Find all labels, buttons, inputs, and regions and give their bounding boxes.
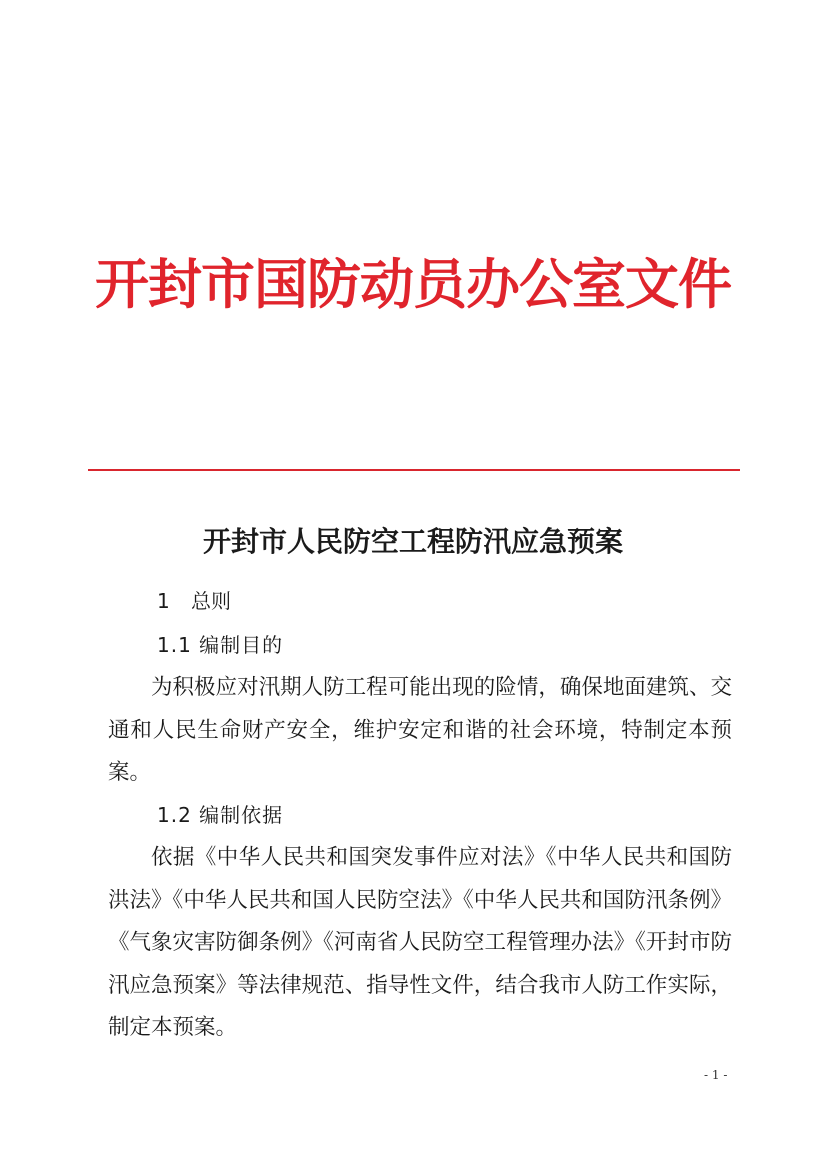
subsection-heading-basis: 1.2 编制依据 [157, 803, 284, 827]
paragraph-purpose: 为积极应对汛期人防工程可能出现的险情，确保地面建筑、交通和人民生命财产安全，维护安定和谐的社会环境，特制定本预案。 [108, 675, 732, 785]
document-header-title: 开封市国防动员办公室文件 [95, 252, 731, 316]
subsection-heading-purpose: 1.1 编制目的 [157, 633, 284, 657]
section-number: 1 [157, 589, 170, 613]
page-number: - 1 - [704, 1068, 728, 1082]
document-title: 开封市人民防空工程防汛应急预案 [202, 525, 623, 558]
paragraph-basis: 依据《中华人民共和国突发事件应对法》《中华人民共和国防洪法》《中华人民共和国人民防空法》《中华人民共和国防汛条例》《气象灾害防御条例》《河南省人民防空工程管理办法》《开封市防汛应急预案》等法律规范、指导性文件，结合我市人防工作实际，制定本预案。 [108, 845, 732, 1040]
section-heading-general [157, 586, 231, 616]
section-label: 总则 [191, 589, 231, 613]
red-separator-line [88, 469, 740, 471]
